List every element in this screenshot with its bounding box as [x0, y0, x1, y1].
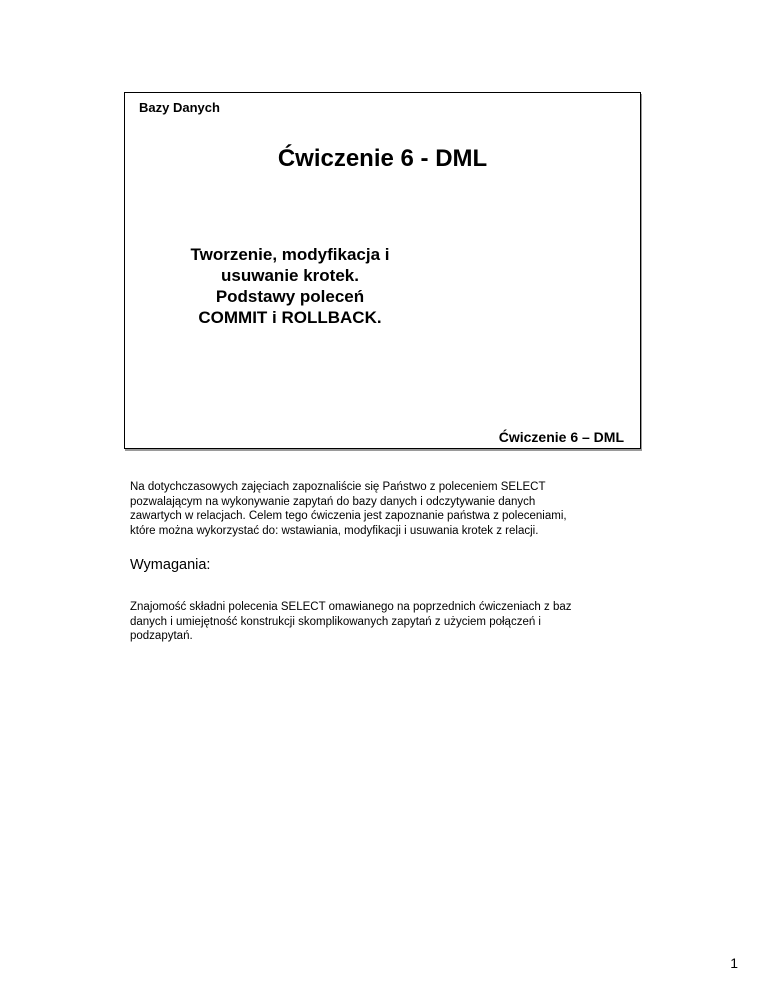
slide-subtitle-line: usuwanie krotek. — [221, 266, 359, 285]
intro-line: które można wykorzystać do: wstawiania, modyfikacji i usuwania krotek z relacji. — [130, 524, 539, 537]
page-number: 1 — [730, 955, 738, 971]
slide-subtitle-line: Tworzenie, modyfikacja i — [190, 245, 390, 264]
requirements-line: Znajomość składni polecenia SELECT omawianego na poprzednich ćwiczeniach z baz — [130, 601, 572, 613]
requirements-line: danych i umiejętność konstrukcji skomplikowanych zapytań z użyciem połączeń i — [130, 615, 541, 628]
intro-line: pozwalającym na wykonywanie zapytań do bazy danych i odczytywanie danych — [130, 495, 536, 508]
slide-frame — [124, 92, 641, 449]
slide-footer: Ćwiczenie 6 – DML — [498, 429, 624, 445]
requirements-line: podzapytań. — [130, 630, 193, 642]
slide-header: Bazy Danych — [139, 100, 220, 115]
slide-subtitle-line: COMMIT i ROLLBACK. — [198, 308, 382, 327]
requirements-heading: Wymagania: — [130, 557, 211, 573]
slide-subtitle — [155, 244, 425, 328]
intro-line: Na dotychczasowych zajęciach zapoznaliście się Państwo z poleceniem SELECT — [130, 481, 546, 493]
intro-paragraph — [130, 480, 650, 538]
requirements-paragraph — [130, 600, 650, 644]
slide-subtitle-line: Podstawy poleceń — [215, 287, 365, 306]
intro-line: zawartych w relacjach. Celem tego ćwiczenia jest zapoznanie państwa z poleceniami, — [130, 510, 567, 522]
slide-title: Ćwiczenie 6 - DML — [277, 145, 488, 172]
